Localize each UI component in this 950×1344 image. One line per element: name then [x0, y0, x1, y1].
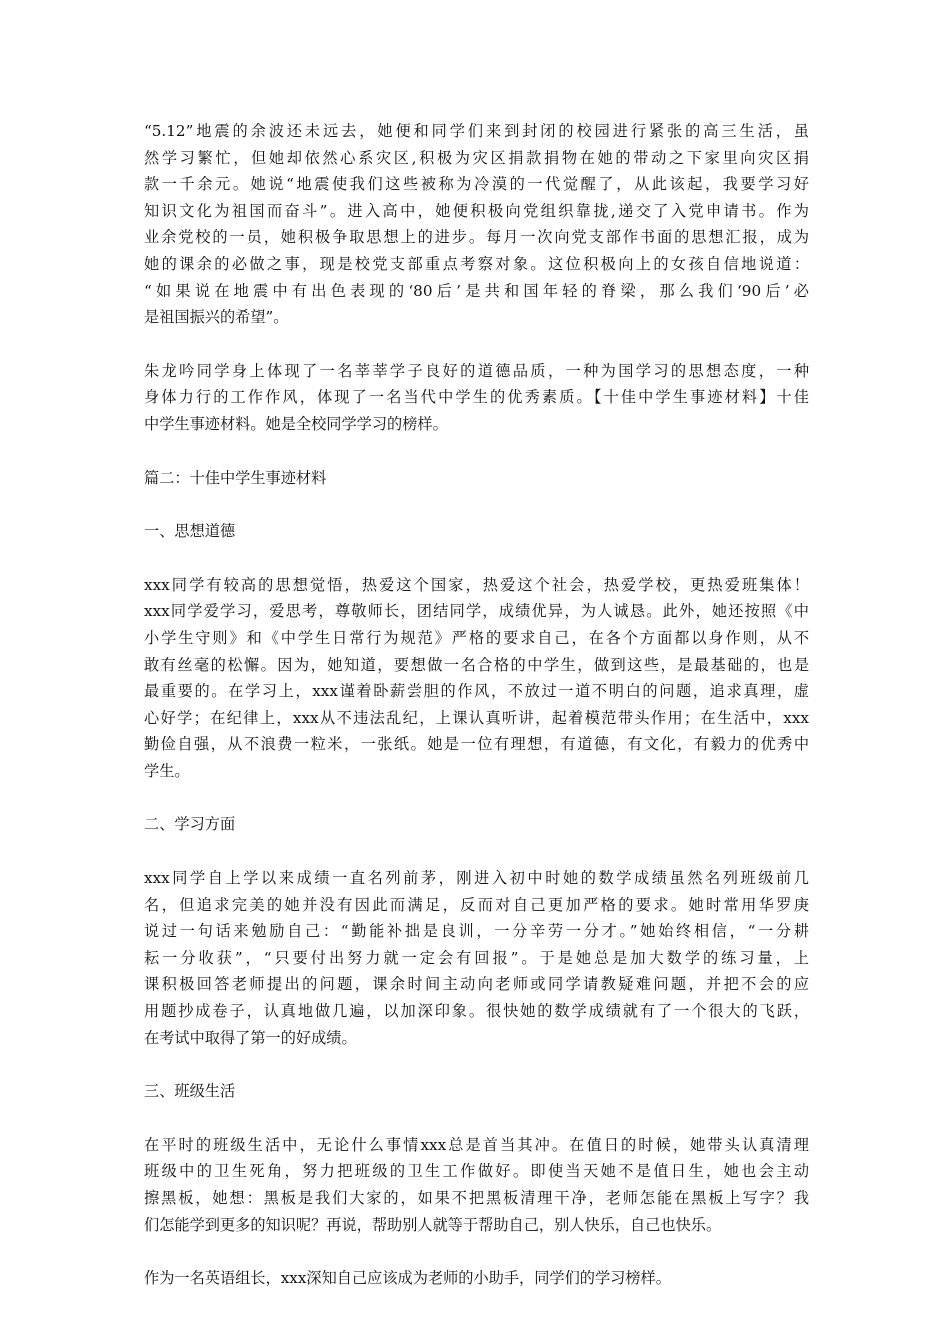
document-page — [144, 118, 809, 1319]
text-line: 在考试中取得了第一的好成绩。 — [144, 1028, 357, 1047]
paragraph-moral — [144, 572, 809, 785]
text-line: 擦黑板，她想：黑板是我们大家的，如果不把黑板清理干净，老师怎能在黑板上写字？我 — [144, 1189, 809, 1207]
text-line: 知识文化为祖国而奋斗”。进入高中，她便积极向党组织靠拢,递交了入党申请书。作为 — [144, 201, 809, 220]
heading-moral: 一、思想道德 — [144, 522, 236, 541]
text-line: 然学习繁忙，但她却依然心系灾区,积极为灾区捐款捐物在她的带动之下家里向灾区捐 — [144, 148, 809, 167]
text-line: 最重要的。在学习上，xxx谨着卧薪尝胆的作风，不放过一道不明白的问题，追求真理，虚 — [144, 682, 809, 701]
paragraph-summary — [144, 358, 809, 438]
heading-class-life: 三、班级生活 — [144, 1082, 236, 1101]
text-line: 她的课余的必做之事，现是校党支部重点考察对象。这位积极向上的女孩自信地说道： — [144, 254, 809, 273]
text-line: xxx同学爱学习，爱思考，尊敬师长，团结同学，成绩优异，为人诚恳。此外，她还按照《中 — [144, 602, 809, 621]
text-line: 中学生事迹材料。她是全校同学学习的榜样。 — [144, 414, 448, 433]
paragraph-earthquake — [144, 118, 809, 331]
text-line: xxx同学自上学以来成绩一直名列前茅，刚进入初中时她的数学成绩虽然名列班级前几 — [144, 869, 809, 888]
text-line: 勤俭自强，从不浪费一粒米，一张纸。她是一位有理想，有道德，有文化，有毅力的优秀中 — [144, 735, 809, 754]
text-line: 课积极回答老师提出的问题，课余时间主动向老师或同学请教疑难问题，并把不会的应 — [144, 975, 809, 994]
text-line: 名，但追求完美的她并没有因此而满足，反而对自己更加严格的要求。她时常用华罗庚 — [144, 895, 809, 914]
paragraph-study — [144, 865, 809, 1051]
text-line: 们怎能学到更多的知识呢？再说，帮助别人就等于帮助自己，别人快乐，自己也快乐。 — [144, 1215, 722, 1234]
text-line: 小学生守则》和《中学生日常行为规范》严格的要求自己，在各个方面都以身作则，从不 — [144, 628, 809, 647]
text-line: 敢有丝毫的松懈。因为，她知道，要想做一名合格的中学生，做到这些，是最基础的，也是 — [144, 655, 809, 674]
text-line: 在平时的班级生活中，无论什么事情xxx总是首当其冲。在值日的时候，她带头认真清理 — [144, 1135, 809, 1154]
text-line: “如果说在地震中有出色表现的‘80后’是共和国年轻的脊梁，那么我们‘90后’必 — [144, 281, 809, 300]
text-line: 朱龙吟同学身上体现了一名莘莘学子良好的道德品质，一种为国学习的思想态度，一种 — [144, 361, 809, 380]
text-line: 说过一句话来勉励自己：“勤能补拙是良训，一分辛劳一分才。”她始终相信，“一分耕 — [144, 922, 809, 941]
text-line: 用题抄成卷子，认真地做几遍，以加深印象。很快她的数学成绩就有了一个很大的飞跃， — [144, 1002, 809, 1021]
text-line: 学生。 — [144, 761, 190, 780]
heading-study: 二、学习方面 — [144, 815, 236, 834]
text-line: xxx同学有较高的思想觉悟，热爱这个国家，热爱这个社会，热爱学校，更热爱班集体！ — [144, 575, 809, 594]
section-title-part-two: 篇二：十佳中学生事迹材料 — [144, 468, 327, 487]
text-line: 心好学；在纪律上，xxx从不违法乱纪，上课认真听讲，起着模范带头作用；在生活中，xxx — [144, 708, 809, 727]
text-line: 班级中的卫生死角，努力把班级的卫生工作做好。即使当天她不是值日生，她也会主动 — [144, 1162, 809, 1181]
text-line: 身体力行的工作作风，体现了一名当代中学生的优秀素质。【十佳中学生事迹材料】十佳 — [144, 388, 809, 407]
text-line: 款一千余元。她说“地震使我们这些被称为冷漠的一代觉醒了，从此该起，我要学习好 — [144, 175, 809, 194]
text-line: “5.12”地震的余波还未远去，她便和同学们来到封闭的校园进行紧张的高三生活，虽 — [144, 122, 809, 140]
text-line: 耘一分收获”，“只要付出努力就一定会有回报”。于是她总是加大数学的练习量，上 — [144, 948, 809, 967]
paragraph-class-life — [144, 1132, 809, 1238]
text-line: 是祖国振兴的希望”。 — [144, 308, 289, 327]
paragraph-english-leader — [144, 1265, 809, 1292]
text-line: 作为一名英语组长，xxx深知自己应该成为老师的小助手，同学们的学习榜样。 — [144, 1269, 671, 1288]
text-line: 业余党校的一员，她积极争取思想上的进步。每月一次向党支部作书面的思想汇报，成为 — [144, 228, 809, 247]
